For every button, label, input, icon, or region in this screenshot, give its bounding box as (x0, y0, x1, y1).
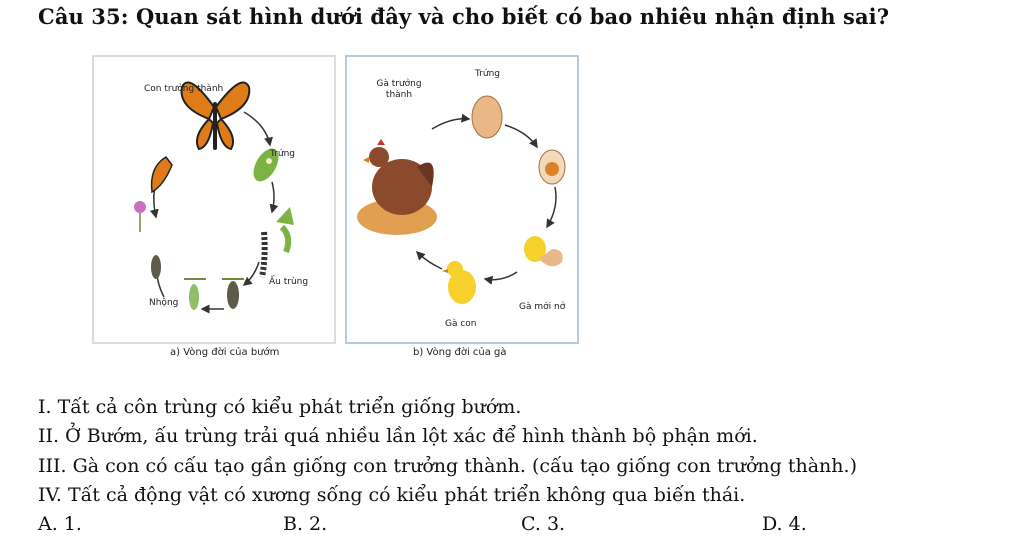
arrow-icon (547, 187, 556, 227)
statement-2: II. Ở Bướm, ấu trùng trải quá nhiều lần lột xác để hình thành bộ phận mới. (38, 425, 758, 447)
butterfly-lifecycle-figure (92, 55, 336, 344)
arrow-icon (485, 272, 517, 280)
caption-figure-a: a) Vòng đời của bướm (170, 347, 280, 358)
hen-on-nest-icon (357, 139, 437, 235)
statement-1: I. Tất cả côn trùng có kiểu phát triển giống bướm. (38, 396, 522, 418)
option-a[interactable]: A. 1. (38, 513, 82, 535)
question-title: Câu 35: Quan sát hình dưới đây và cho biết có bao nhiêu nhận định sai? (38, 4, 890, 29)
option-c[interactable]: C. 3. (521, 513, 566, 535)
chick-icon (442, 261, 476, 304)
label-egg-b: Trứng (475, 69, 500, 79)
emerging-butterfly-icon (134, 157, 172, 279)
embryo-egg-icon (539, 150, 565, 184)
label-adult: Con trưởng thành (144, 84, 224, 94)
egg-icon (472, 96, 502, 138)
arrow-icon (244, 112, 270, 145)
arrow-icon (417, 252, 442, 269)
arrow-icon (432, 119, 469, 129)
label-hatchling: Gà mới nở (519, 302, 566, 312)
option-b[interactable]: B. 2. (283, 513, 328, 535)
arrow-icon (272, 182, 274, 212)
statement-4: IV. Tất cả động vật có xương sống có kiểu phát triển không qua biến thái. (38, 484, 746, 506)
hatchling-icon (524, 236, 563, 266)
chicken-lifecycle-figure (345, 55, 579, 344)
label-egg: Trứng (270, 149, 295, 159)
chrysalis-icon (184, 279, 244, 310)
caption-figure-b: b) Vòng đời của gà (413, 347, 507, 358)
label-chick: Gà con (445, 319, 477, 329)
arrow-icon (505, 125, 537, 147)
label-pupa: Nhộng (149, 298, 179, 308)
label-adult-hen: Gà trưởng thành (376, 79, 422, 100)
option-d[interactable]: D. 4. (762, 513, 807, 535)
label-larva: Ấu trùng (269, 277, 309, 287)
statement-3: III. Gà con có cấu tạo gần giống con trưởng thành. (cấu tạo giống con trưởng thành.) (38, 455, 857, 477)
arrow-icon (244, 262, 259, 285)
butterfly-lifecycle-drawing (94, 57, 334, 342)
caterpillar-icon (262, 207, 294, 277)
